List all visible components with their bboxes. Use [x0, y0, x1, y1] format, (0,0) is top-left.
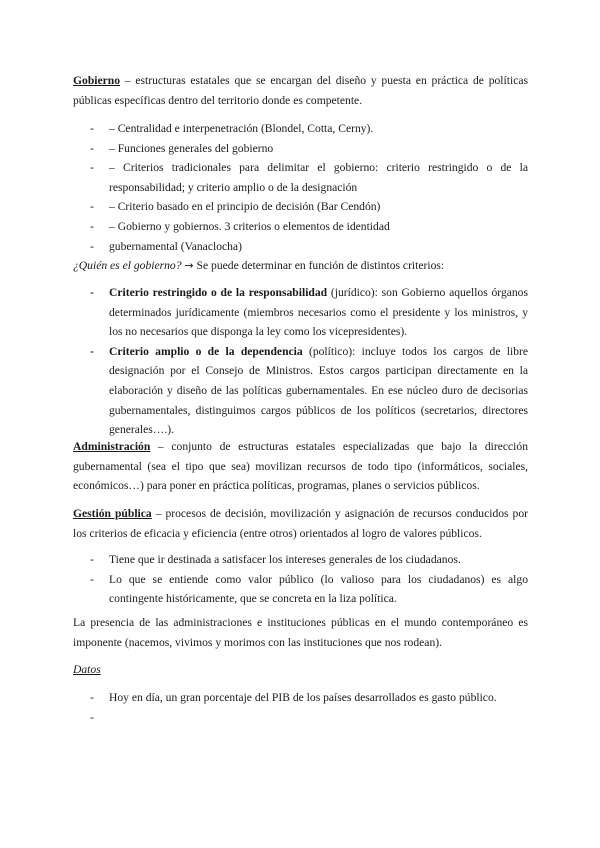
administracion-paragraph	[73, 437, 528, 496]
list-bullet: -	[90, 710, 94, 724]
list-bullet: -	[90, 141, 94, 155]
list-item-text: Lo que se entiende como valor público (lo valioso para los ciudadanos) es algo contingente históricamente, que se concreta en la liza política.	[109, 572, 528, 606]
list-bullet: -	[90, 200, 94, 214]
list-item-text: – Criterios tradicionales para delimitar el gobierno: criterio restringido o de la responsabilidad; y criterio amplio o de la designación	[109, 161, 528, 194]
quien-rest: Se puede determinar en función de distintos criterios:	[193, 259, 445, 272]
quien-question: ¿Quién es el gobierno?	[73, 259, 182, 272]
gestion-definition: – procesos de decisión, movilización y asignación de recursos conducidos por los criterios de eficacia y eficiencia (entre otros) orientados al logro de valores públicos.	[73, 507, 528, 540]
criterio-amplio-text: (político): incluye todos los cargos de libre designación por el Consejo de Ministros. Estos cargos participan directamente en la elaboración y diseño de las políticas gubernamentales. En ese núcleo duro de decisorias gubernamentales, distinguimos cargos públicos de los políticos (secretarios, directores generales….).	[109, 344, 528, 437]
datos-heading-text: Datos	[73, 663, 101, 676]
list-item-text: – Gobierno y gobiernos. 3 criterios o elementos de identidad	[109, 219, 390, 233]
list-item-text: Tiene que ir destinada a satisfacer los intereses generales de los ciudadanos.	[109, 553, 461, 566]
gobierno-paragraph	[73, 71, 528, 110]
presencia-paragraph: La presencia de las administraciones e instituciones públicas en el mundo contemporáneo es imponente (nacemos, vivimos y morimos con las instituciones que nos rodean).	[73, 616, 528, 649]
datos-list	[73, 688, 528, 724]
list-bullet: -	[90, 161, 94, 175]
gobierno-definition: – estructuras estatales que se encargan del diseño y puesta en práctica de políticas públicas específicas dentro del territorio donde es competente.	[73, 74, 528, 107]
list-item	[73, 283, 528, 342]
criterio-restringido-text: (jurídico): son Gobierno aquellos órganos determinados jurídicamente (miembros necesarios como el presidente y los ministros, y los no necesarios que disponga la ley como los vicepresidentes).	[109, 286, 528, 339]
gestion-term: Gestión pública	[73, 507, 152, 520]
list-bullet: -	[90, 122, 94, 135]
list-item-text: gubernamental (Vanaclocha)	[109, 239, 242, 253]
administracion-definition: – conjunto de estructuras estatales especializadas que bajo la dirección gubernamental (sea el tipo que sea) movilizan recursos de todo tipo (informáticos, sociales, económicos…) para poner en práctica políticas, programas, planes o servicios públicos.	[73, 440, 528, 493]
list-item-text: – Funciones generales del gobierno	[109, 141, 274, 155]
administracion-term: Administración	[73, 440, 151, 453]
gestion-list	[73, 550, 528, 609]
list-item	[73, 342, 528, 440]
list-bullet: -	[90, 239, 94, 253]
list-item	[73, 688, 528, 708]
list-item	[73, 119, 528, 139]
right-arrow-icon: →	[184, 259, 194, 272]
list-bullet: -	[90, 572, 94, 586]
list-bullet: -	[90, 344, 94, 358]
datos-heading	[73, 660, 528, 680]
list-item	[73, 217, 528, 237]
list-bullet: -	[90, 286, 94, 299]
list-item	[73, 570, 528, 609]
list-item	[73, 139, 528, 159]
gestion-paragraph	[73, 504, 528, 543]
list-item	[73, 197, 528, 217]
list-bullet: -	[90, 219, 94, 233]
list-item	[73, 158, 528, 197]
criteria-list	[73, 283, 528, 440]
gobierno-term: Gobierno	[73, 74, 121, 87]
list-bullet: -	[90, 553, 94, 566]
list-item	[73, 237, 528, 257]
quien-paragraph	[73, 256, 528, 276]
list-bullet: -	[90, 691, 94, 704]
list-item-text: Hoy en día, un gran porcentaje del PIB de los países desarrollados es gasto público.	[109, 691, 497, 704]
criterio-amplio-label: Criterio amplio o de la dependencia	[109, 344, 303, 358]
criterio-restringido-label: Criterio restringido o de la responsabilidad	[109, 286, 328, 299]
list-item-text: – Centralidad e interpenetración (Blondel, Cotta, Cerny).	[109, 122, 374, 135]
list-item	[73, 550, 528, 570]
list-item-text: – Criterio basado en el principio de decisión (Bar Cendón)	[109, 200, 381, 214]
gobierno-list	[73, 119, 528, 256]
